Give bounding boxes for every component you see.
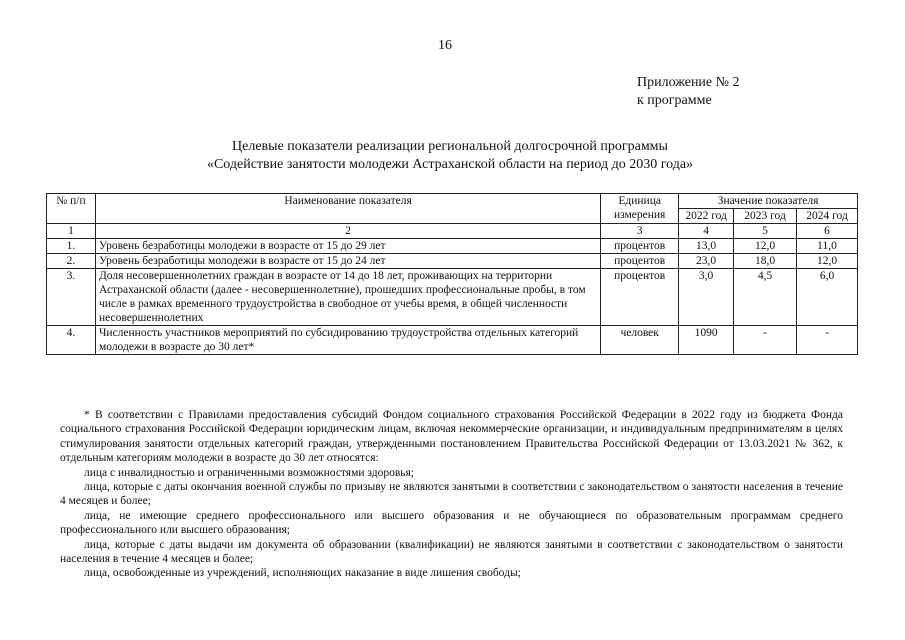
row-unit: процентов	[601, 239, 679, 254]
appendix-label	[637, 74, 740, 110]
row-name: Численность участников мероприятий по субсидированию трудоустройства отдельных категорий молодежи в возрасте до 30 лет*	[95, 326, 600, 355]
row-value-2024: 6,0	[797, 269, 858, 326]
footnote-intro: * В соответствии с Правилами предоставления субсидий Фондом социального страхования Российской Федерации в 2022 году из бюджета Фонда социального страхования Российской Федерации юридическим лицам, включая некоммерческие организации, и индивидуальным предпринимателям в целях стимулирования занятости отдельных категорий граждан, утвержденными постановлением Правительства Российской Федерации от 13.03.2021 № 362, к отдельным категориям молодежи в возрасте до 30 лет относятся:	[60, 409, 843, 465]
row-value-2023: 12,0	[734, 239, 797, 254]
column-number: 4	[679, 224, 734, 239]
appendix-line-1: Приложение № 2	[637, 75, 740, 90]
row-num: 3.	[47, 269, 96, 326]
column-number: 2	[95, 224, 600, 239]
footnote-item: лица, которые с даты окончания военной службы по призыву не являются занятыми в соответствии с законодательством о занятости населения в течение 4 месяцев и более;	[60, 481, 843, 508]
row-num: 1.	[47, 239, 96, 254]
row-name: Доля несовершеннолетних граждан в возрасте от 14 до 18 лет, проживающих на территории Астраханской области (далее - несовершеннолетние), прошедших профессиональные пробы, в том числе в рамках временного трудоустройства в свободное от учебы время, в общей численности несовершеннолетних	[95, 269, 600, 326]
row-value-2024: 11,0	[797, 239, 858, 254]
row-unit: человек	[601, 326, 679, 355]
appendix-line-2: к программе	[637, 93, 712, 108]
indicators-table	[46, 193, 858, 355]
row-value-2024: -	[797, 326, 858, 355]
footnote-item: лица с инвалидностью и ограниченными возможностями здоровья;	[84, 466, 414, 479]
document-title	[120, 138, 780, 174]
column-number: 6	[797, 224, 858, 239]
column-number: 1	[47, 224, 96, 239]
title-line-1: Целевые показатели реализации региональной долгосрочной программы	[232, 139, 668, 154]
row-value-2022: 3,0	[679, 269, 734, 326]
column-number: 3	[601, 224, 679, 239]
footnote-item: лица, не имеющие среднего профессионального или высшего образования и не обучающиеся по образовательным программам среднего профессионального или высшего образования;	[60, 509, 843, 537]
row-name: Уровень безработицы молодежи в возрасте от 15 до 24 лет	[95, 254, 600, 269]
row-value-2023: -	[734, 326, 797, 355]
header-year: 2024 год	[797, 209, 858, 224]
row-unit: процентов	[601, 254, 679, 269]
table-header-row	[47, 194, 858, 209]
row-value-2022: 1090	[679, 326, 734, 355]
row-value-2022: 23,0	[679, 254, 734, 269]
header-num: № п/п	[47, 194, 96, 224]
row-value-2024: 12,0	[797, 254, 858, 269]
column-number: 5	[734, 224, 797, 239]
footnote-item: лица, которые с даты выдачи им документа об образовании (квалификации) не являются занятыми в соответствии с законодательством о занятости населения в течение 4 месяцев и более;	[60, 538, 843, 566]
row-value-2022: 13,0	[679, 239, 734, 254]
row-num: 4.	[47, 326, 96, 355]
table-row	[47, 239, 858, 254]
row-value-2023: 18,0	[734, 254, 797, 269]
column-number-row	[47, 224, 858, 239]
header-year: 2023 год	[734, 209, 797, 224]
header-year: 2022 год	[679, 209, 734, 224]
footnote-item: лица, освобожденные из учреждений, исполняющих наказание в виде лишения свободы;	[84, 567, 521, 580]
table-row	[47, 326, 858, 355]
row-name: Уровень безработицы молодежи в возрасте от 15 до 29 лет	[95, 239, 600, 254]
footnotes	[60, 408, 843, 581]
title-line-2: «Содействие занятости молодежи Астраханской области на период до 2030 года»	[206, 157, 694, 172]
row-num: 2.	[47, 254, 96, 269]
header-name: Наименование показателя	[95, 194, 600, 224]
row-value-2023: 4,5	[734, 269, 797, 326]
table-row	[47, 269, 858, 326]
page-number: 16	[438, 38, 452, 53]
header-value-group: Значение показателя	[679, 194, 858, 209]
header-unit: Единица измерения	[601, 194, 679, 224]
row-unit: процентов	[601, 269, 679, 326]
table-row	[47, 254, 858, 269]
